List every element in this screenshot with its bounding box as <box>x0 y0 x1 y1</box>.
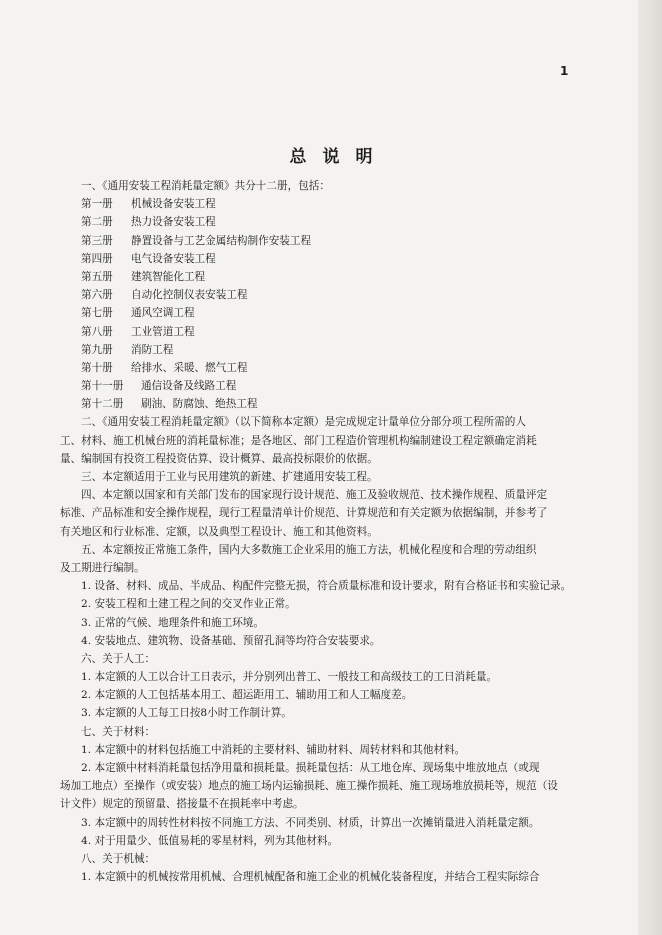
section-6-heading: 六、关于人工： <box>81 652 156 665</box>
volume-name: 机械设备安装工程 <box>131 198 216 211</box>
section-7-heading: 七、关于材料： <box>81 725 156 738</box>
volume-item <box>60 195 588 213</box>
volume-no: 第三册 <box>81 234 113 247</box>
volume-item <box>60 359 588 377</box>
volume-no: 第一册 <box>81 198 113 211</box>
volume-name: 电气设备安装工程 <box>131 252 216 265</box>
section-6-item: 2. 本定额的人工包括基本用工、超运距用工、辅助用工和人工幅度差。 <box>81 689 413 702</box>
volume-name: 刷油、防腐蚀、绝热工程 <box>141 398 258 411</box>
volume-no: 第五册 <box>81 270 113 283</box>
volume-no: 第八册 <box>81 325 113 338</box>
section-6-item: 1. 本定额的人工以合计工日表示，并分别列出普工、一般技工和高级技工的工日消耗量。 <box>81 671 498 684</box>
section-4-line: 有关地区和行业标准、定额，以及典型工程设计、施工和其他资料。 <box>60 525 378 538</box>
volume-item <box>60 286 588 304</box>
volume-name: 建筑智能化工程 <box>131 270 206 283</box>
volume-item <box>60 395 588 413</box>
section-7-item: 2. 本定额中材料消耗量包括净用量和损耗量。损耗量包括：从工地仓库、现场集中堆放地点（或现 <box>81 762 540 774</box>
volume-item <box>60 323 588 341</box>
volume-list <box>60 195 588 413</box>
volume-item <box>60 304 588 322</box>
volume-item <box>60 341 588 359</box>
volume-item <box>60 268 588 286</box>
volume-name: 自动化控制仪表安装工程 <box>131 289 248 302</box>
volume-name: 通风空调工程 <box>131 307 195 320</box>
volume-no: 第十一册 <box>81 380 124 393</box>
section-5-item: 1. 设备、材料、成品、半成品、构配件完整无损，符合质量标准和设计要求，附有合格证书和实验记录。 <box>81 580 572 593</box>
section-7-item: 场加工地点）至操作（或安装）地点的施工场内运输损耗、施工操作损耗、施工现场堆放损耗等，规范（设 <box>60 780 558 793</box>
volume-no: 第十二册 <box>81 398 124 411</box>
volume-no: 第二册 <box>81 216 113 229</box>
volume-no: 第七册 <box>81 307 113 320</box>
section-2-line: 工、材料、施工机械台班的消耗量标准；是各地区、部门工程造价管理机构编制建设工程定额确定消耗 <box>60 434 537 447</box>
volume-no: 第九册 <box>81 343 113 356</box>
section-4-line: 标准、产品标准和安全操作规程，现行工程量清单计价规范、计算规范和有关定额为依据编制，并参考了 <box>60 507 548 520</box>
section-6-item: 3. 本定额的人工每工日按8小时工作制计算。 <box>81 707 292 720</box>
section-5-item: 4. 安装地点、建筑物、设备基础、预留孔洞等均符合安装要求。 <box>81 634 381 647</box>
volume-item <box>60 232 588 250</box>
intro-line: 一、《通用安装工程消耗量定额》共分十二册，包括： <box>81 180 330 192</box>
volume-name: 热力设备安装工程 <box>131 216 216 229</box>
document-body <box>60 177 588 886</box>
section-2-line: 二、《通用安装工程消耗量定额》（以下简称本定额）是完成规定计量单位分部分项工程所需的人 <box>81 416 526 429</box>
volume-no: 第四册 <box>81 252 113 265</box>
page-number: 1 <box>560 64 569 78</box>
volume-item <box>60 250 588 268</box>
section-8-item: 1. 本定额中的机械按常用机械、合理机械配备和施工企业的机械化装备程度，并结合工程实际综合 <box>81 871 540 884</box>
volume-item <box>60 213 588 231</box>
section-5-line: 五、本定额按正常施工条件，国内大多数施工企业采用的施工方法，机械化程度和合理的劳动组织 <box>81 543 537 556</box>
volume-name: 消防工程 <box>131 343 174 356</box>
volume-name: 通信设备及线路工程 <box>141 380 237 393</box>
section-7-item: 4. 对于用量少、低值易耗的零星材料，列为其他材料。 <box>81 834 339 847</box>
section-7-item: 1. 本定额中的材料包括施工中消耗的主要材料、辅助材料、周转材料和其他材料。 <box>81 743 466 756</box>
volume-no: 第十册 <box>81 361 113 374</box>
section-5-item: 2. 安装工程和土建工程之间的交叉作业正常。 <box>81 598 296 611</box>
section-7-item: 计文件）规定的预留量、搭接量不在损耗率中考虑。 <box>60 798 304 811</box>
volume-item <box>60 377 588 395</box>
section-2-line: 量、编制国有投资工程投资估算、设计概算、最高投标限价的依据。 <box>60 452 378 465</box>
volume-no: 第六册 <box>81 289 113 302</box>
section-8-heading: 八、关于机械： <box>81 852 156 865</box>
section-5-item: 3. 正常的气候、地理条件和施工环境。 <box>81 616 264 629</box>
section-3-line: 三、本定额适用于工业与民用建筑的新建、扩建通用安装工程。 <box>81 471 378 483</box>
page-title: 总说明 <box>289 147 389 167</box>
page-edge <box>638 0 662 935</box>
volume-name: 静置设备与工艺金属结构制作安装工程 <box>131 234 312 247</box>
section-7-item: 3. 本定额中的周转性材料按不同施工方法、不同类别、材质，计算出一次摊销量进入消耗量定额。 <box>81 816 540 829</box>
section-5-line: 及工期进行编制。 <box>60 561 145 574</box>
volume-name: 给排水、采暖、燃气工程 <box>131 361 248 374</box>
section-4-line: 四、本定额以国家和有关部门发布的国家现行设计规范、施工及验收规范、技术操作规程、质量评定 <box>81 489 548 502</box>
volume-name: 工业管道工程 <box>131 325 195 338</box>
